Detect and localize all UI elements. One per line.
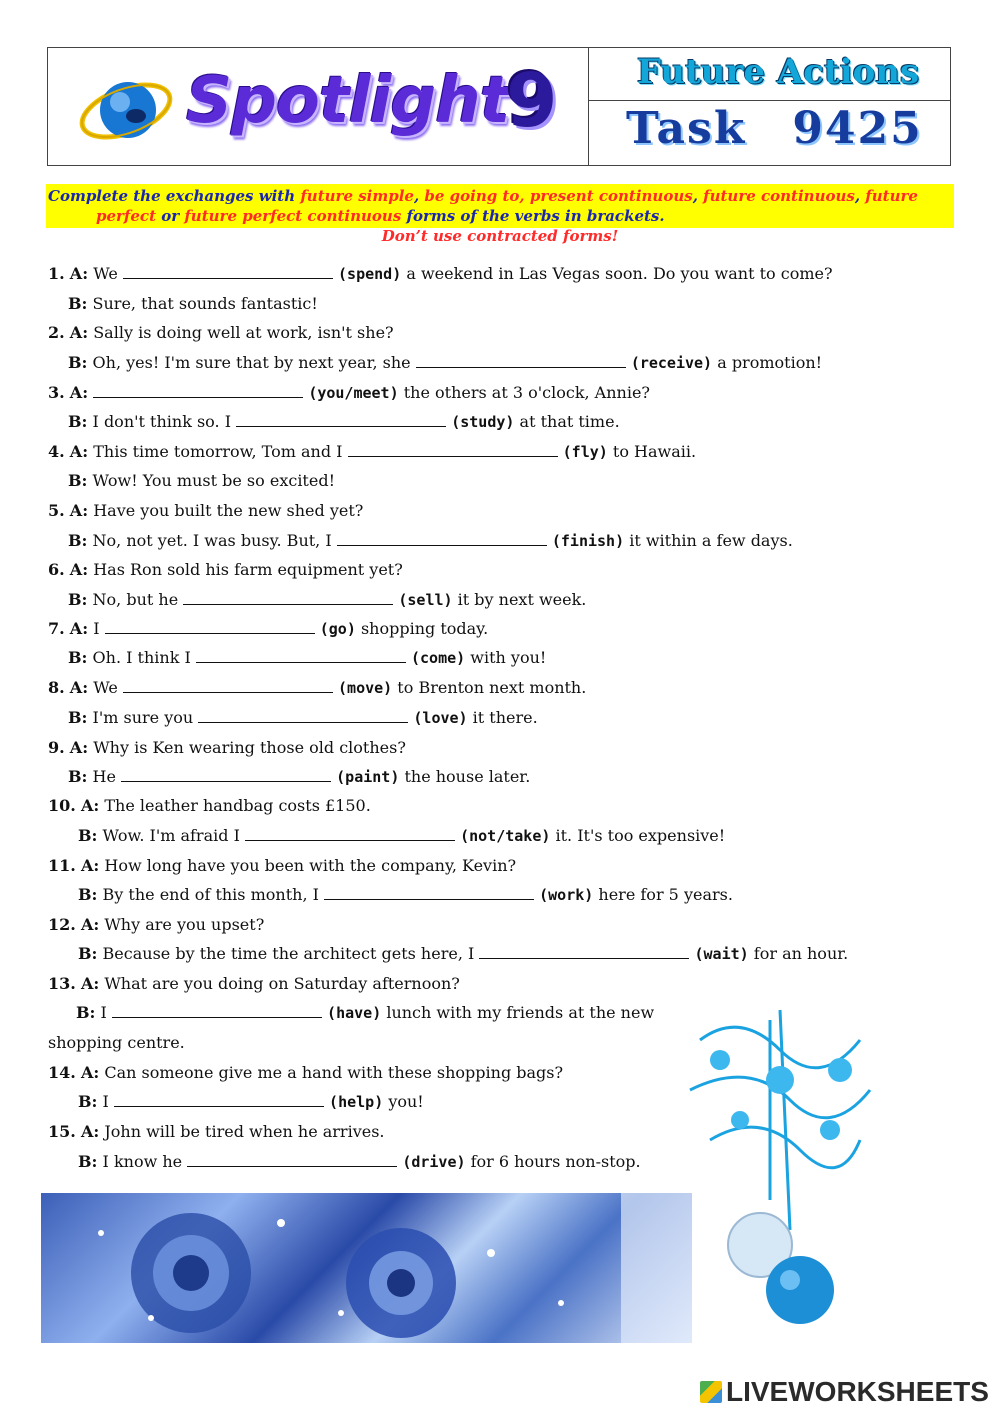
line-text: it within a few days. [629, 531, 793, 550]
item-number: 1. [48, 264, 65, 283]
verb-hint: (work) [539, 886, 594, 904]
item-number: 8. [48, 678, 65, 697]
speaker-label: A: [80, 974, 100, 993]
line-text: Oh, yes! I'm sure that by next year, she [92, 353, 411, 372]
line-text: Wow! You must be so excited! [92, 471, 335, 490]
exercise-line [78, 1152, 641, 1171]
speaker-label: B: [68, 648, 88, 667]
answer-blank[interactable] [121, 767, 331, 782]
line-text: shopping centre. [48, 1033, 185, 1052]
exercise-line [48, 1033, 185, 1052]
line-text: What are you doing on Saturday afternoon? [104, 974, 460, 993]
exercise-line [48, 619, 488, 638]
verb-hint: (you/meet) [308, 384, 399, 402]
verb-hint: (love) [413, 709, 468, 727]
task-number: 9425 [792, 103, 923, 154]
exercise-line [68, 767, 530, 786]
speaker-label: A: [80, 915, 100, 934]
instr-part: , [692, 187, 704, 205]
line-text: This time tomorrow, Tom and I [93, 442, 343, 461]
header-divider [588, 48, 589, 165]
line-text: We [93, 678, 118, 697]
verb-hint: (fly) [562, 443, 608, 461]
answer-blank[interactable] [348, 442, 558, 457]
exercise-line [78, 1092, 424, 1111]
exercise-line [48, 383, 650, 402]
item-number: 13. [48, 974, 76, 993]
item-number: 5. [48, 501, 65, 520]
line-text: a weekend in Las Vegas soon. Do you want to come? [406, 264, 833, 283]
exercise-line [68, 708, 538, 727]
instr-part: future perfect continuous [184, 207, 402, 225]
line-text: He [92, 767, 116, 786]
exercise-line [48, 560, 403, 579]
task-word: Task [626, 103, 747, 154]
item-number: 6. [48, 560, 65, 579]
speaker-label: A: [69, 442, 89, 461]
line-text: with you! [470, 648, 547, 667]
exercise-line [68, 412, 620, 431]
speaker-label: A: [80, 796, 100, 815]
speaker-label: B: [68, 353, 88, 372]
speaker-label: B: [68, 412, 88, 431]
item-number: 9. [48, 738, 65, 757]
verb-hint: (wait) [694, 945, 749, 963]
exercise-line [48, 442, 696, 461]
line-text: for an hour. [753, 944, 849, 963]
verb-hint: (have) [327, 1004, 382, 1022]
speaker-label: B: [68, 767, 88, 786]
line-text: The leather handbag costs £150. [104, 796, 371, 815]
answer-blank[interactable] [337, 531, 547, 546]
item-number: 7. [48, 619, 65, 638]
exercise-line [68, 294, 318, 313]
exercise-line [48, 974, 460, 993]
speaker-label: A: [80, 1122, 100, 1141]
exercise-line [48, 501, 363, 520]
speaker-label: B: [68, 708, 88, 727]
answer-blank[interactable] [93, 383, 303, 398]
line-text: I'm sure you [92, 708, 194, 727]
line-text: I [100, 1003, 107, 1022]
answer-blank[interactable] [114, 1092, 324, 1107]
line-text: Can someone give me a hand with these shopping bags? [104, 1063, 564, 1082]
answer-blank[interactable] [187, 1152, 397, 1167]
line-text: Why is Ken wearing those old clothes? [93, 738, 406, 757]
line-text: Sure, that sounds fantastic! [92, 294, 318, 313]
line-text: you! [388, 1092, 424, 1111]
line-text: Have you built the new shed yet? [93, 501, 364, 520]
verb-hint: (drive) [402, 1153, 466, 1171]
item-number: 10. [48, 796, 76, 815]
exercise-line [48, 915, 264, 934]
exercise-line [48, 323, 394, 342]
instr-part: perfect [96, 207, 156, 225]
line-text: shopping today. [360, 619, 489, 638]
answer-blank[interactable] [236, 412, 446, 427]
line-text: I [93, 619, 100, 638]
speaker-label: A: [80, 1063, 100, 1082]
verb-hint: (receive) [630, 354, 713, 372]
item-number: 11. [48, 856, 76, 875]
line-text: I don't think so. I [92, 412, 232, 431]
exercise-line [48, 678, 586, 697]
ornament-icon [680, 1000, 880, 1330]
item-number: 2. [48, 323, 65, 342]
line-text: the others at 3 o'clock, Annie? [403, 383, 651, 402]
instruction-text [48, 186, 953, 226]
exercise-line [78, 826, 725, 845]
line-text: No, not yet. I was busy. But, I [92, 531, 332, 550]
speaker-label: A: [69, 383, 89, 402]
answer-blank[interactable] [112, 1003, 322, 1018]
exercise-line [68, 531, 793, 550]
line-text: it. It's too expensive! [555, 826, 726, 845]
verb-hint: (paint) [336, 768, 400, 786]
verb-hint: (move) [338, 679, 393, 697]
exercise-line [48, 796, 371, 815]
line-text: I know he [102, 1152, 183, 1171]
line-text: Why are you upset? [104, 915, 265, 934]
speaker-label: A: [69, 619, 89, 638]
speaker-label: A: [69, 501, 89, 520]
grade-number: 9 [506, 58, 558, 144]
speaker-label: A: [69, 323, 89, 342]
speaker-label: A: [69, 678, 89, 697]
speaker-label: B: [78, 944, 98, 963]
line-text: it by next week. [457, 590, 587, 609]
instr-part: , [413, 187, 425, 205]
line-text: John will be tired when he arrives. [104, 1122, 385, 1141]
verb-hint: (not/take) [460, 827, 551, 845]
line-text: By the end of this month, I [102, 885, 319, 904]
line-text: it there. [472, 708, 538, 727]
answer-blank[interactable] [123, 264, 333, 279]
item-number: 3. [48, 383, 65, 402]
speaker-label: B: [78, 1092, 98, 1111]
exercise-line [48, 264, 833, 283]
worksheet-title: Future Actions [636, 52, 920, 92]
speaker-label: A: [80, 856, 100, 875]
speaker-label: A: [69, 264, 89, 283]
exercise-line [48, 856, 516, 875]
speaker-label: B: [78, 1152, 98, 1171]
brand-wordmark: Spotlight [186, 64, 510, 138]
line-text: to Hawaii. [612, 442, 697, 461]
instr-part: future simple [300, 187, 414, 205]
item-number: 15. [48, 1122, 76, 1141]
line-text: at that time. [519, 412, 620, 431]
globe-icon [76, 66, 176, 156]
answer-blank[interactable] [196, 648, 406, 663]
speaker-label: B: [68, 294, 88, 313]
liveworksheets-logo [700, 1376, 989, 1408]
answer-blank[interactable] [324, 885, 534, 900]
line-text: We [93, 264, 118, 283]
exercise-line [68, 648, 546, 667]
verb-hint: (go) [319, 620, 356, 638]
instr-part: future continuous [703, 187, 855, 205]
instr-part: future [865, 187, 918, 205]
instruction-note: Don’t use contracted forms! [381, 227, 619, 245]
instr-part: forms of the verbs in brackets. [401, 207, 665, 225]
verb-hint: (finish) [551, 532, 625, 550]
speaker-label: B: [78, 826, 98, 845]
exercise-line [68, 471, 335, 490]
liveworksheets-icon [700, 1381, 722, 1403]
line-text: Has Ron sold his farm equipment yet? [93, 560, 403, 579]
answer-blank[interactable] [416, 353, 626, 368]
line-text: here for 5 years. [598, 885, 733, 904]
header-divider [588, 100, 951, 101]
line-text: Sally is doing well at work, isn't she? [93, 323, 394, 342]
verb-hint: (spend) [338, 265, 402, 283]
line-text: Oh. I think I [92, 648, 191, 667]
exercise-line [68, 590, 586, 609]
speaker-label: B: [68, 471, 88, 490]
item-number: 4. [48, 442, 65, 461]
instr-part: Complete the exchanges with [48, 187, 301, 205]
answer-blank[interactable] [123, 678, 333, 693]
speaker-label: B: [68, 531, 88, 550]
instr-part: or [156, 207, 185, 225]
exercise-line [48, 738, 406, 757]
exercise-line [68, 353, 822, 372]
speaker-label: B: [78, 885, 98, 904]
header-box [47, 47, 951, 166]
line-text: a promotion! [717, 353, 823, 372]
task-label [626, 103, 923, 154]
line-text: Wow. I'm afraid I [102, 826, 240, 845]
verb-hint: (sell) [398, 591, 453, 609]
line-text: the house later. [404, 767, 531, 786]
answer-blank[interactable] [198, 708, 408, 723]
answer-blank[interactable] [183, 590, 393, 605]
exercise-line [48, 1063, 563, 1082]
exercise-line [76, 1003, 654, 1022]
line-text: lunch with my friends at the new [386, 1003, 655, 1022]
line-text: for 6 hours non-stop. [470, 1152, 641, 1171]
speaker-label: A: [69, 560, 89, 579]
roses-image [41, 1193, 692, 1343]
answer-blank[interactable] [479, 944, 689, 959]
answer-blank[interactable] [245, 826, 455, 841]
instr-part: be going to, present continuous [424, 187, 693, 205]
speaker-label: B: [68, 590, 88, 609]
speaker-label: B: [76, 1003, 96, 1022]
exercise-line [48, 1122, 385, 1141]
item-number: 14. [48, 1063, 76, 1082]
roses-decoration [41, 1193, 692, 1343]
verb-hint: (study) [451, 413, 515, 431]
line-text: How long have you been with the company, Kevin? [104, 856, 517, 875]
verb-hint: (come) [410, 649, 466, 667]
footer-brand: LIVEWORKSHEETS [726, 1376, 989, 1407]
exercise-line [78, 885, 733, 904]
speaker-label: A: [69, 738, 89, 757]
item-number: 12. [48, 915, 76, 934]
christmas-ornament [680, 1000, 880, 1330]
line-text: I [102, 1092, 109, 1111]
line-text: No, but he [92, 590, 179, 609]
exercise-line [78, 944, 848, 963]
instr-part: , [854, 187, 866, 205]
verb-hint: (help) [329, 1093, 384, 1111]
line-text: to Brenton next month. [397, 678, 587, 697]
answer-blank[interactable] [105, 619, 315, 634]
line-text: Because by the time the architect gets here, I [102, 944, 475, 963]
spotlight-logo [76, 58, 576, 154]
